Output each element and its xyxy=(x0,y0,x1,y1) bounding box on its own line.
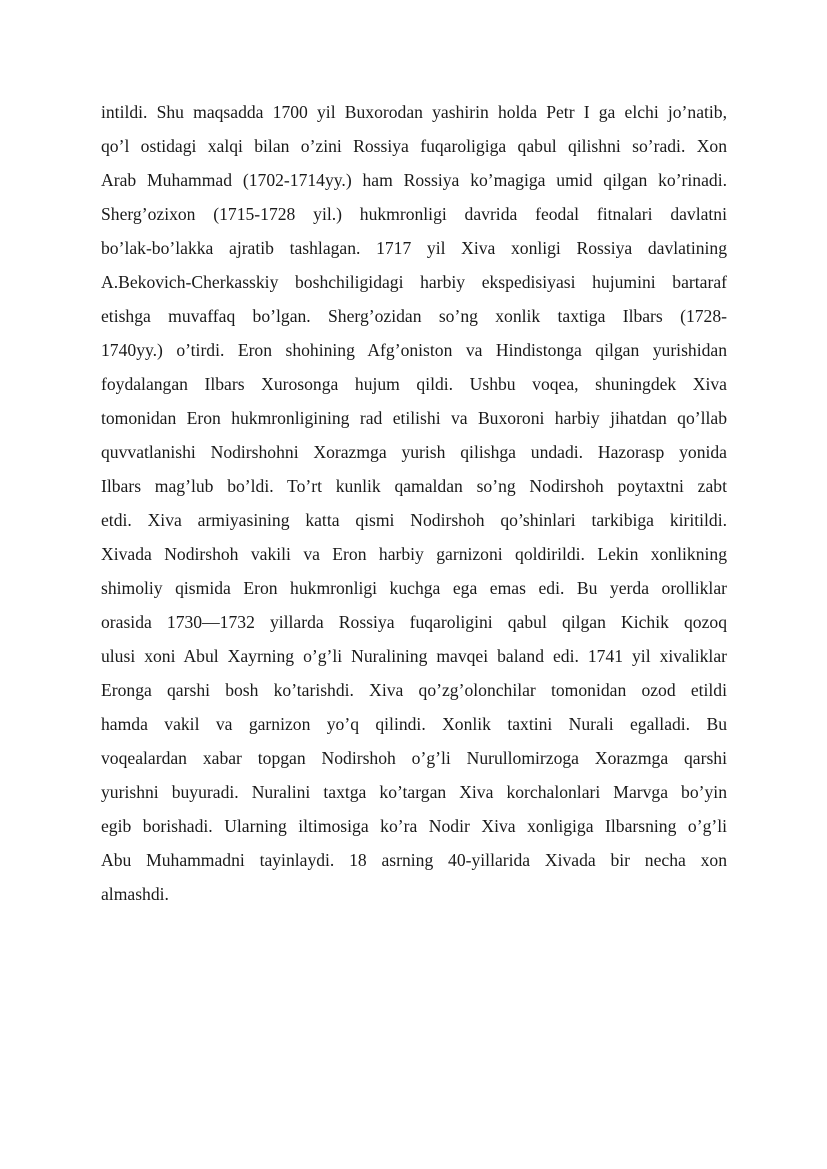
text-line: 1740yy.) o’tirdi. Eron shohining Afg’oniston va Hindistonga qilgan yurishidan xyxy=(101,340,727,360)
text-line: yurishni buyuradi. Nuralini taxtga ko’targan Xiva korchalonlari Marvga bo’yin xyxy=(101,782,727,802)
text-line: intildi. Shu maqsadda 1700 yil Buxorodan yashirin holda Petr I ga elchi jo’natib, xyxy=(101,102,727,122)
text-line: quvvatlanishi Nodirshohni Xorazmga yurish qilishga undadi. Hazorasp yonida xyxy=(101,442,727,462)
text-line: qo’l ostidagi xalqi bilan o’zini Rossiya fuqaroligiga qabul qilishni so’radi. Xon xyxy=(101,136,727,156)
text-line: Xivada Nodirshoh vakili va Eron harbiy garnizoni qoldirildi. Lekin xonlikning xyxy=(101,544,727,564)
text-line: Sherg’ozixon (1715-1728 yil.) hukmronligi davrida feodal fitnalari davlatni xyxy=(101,204,727,224)
text-line: etdi. Xiva armiyasining katta qismi Nodirshoh qo’shinlari tarkibiga kiritildi. xyxy=(101,510,727,530)
body-paragraph xyxy=(101,95,727,911)
text-line: A.Bekovich-Cherkasskiy boshchiligidagi harbiy ekspedisiyasi hujumini bartaraf xyxy=(101,272,727,292)
text-line: Abu Muhammadni tayinlaydi. 18 asrning 40-yillarida Xivada bir necha xon xyxy=(101,850,727,870)
text-line: almashdi. xyxy=(101,884,169,904)
text-line: Arab Muhammad (1702-1714yy.) ham Rossiya ko’magiga umid qilgan ko’rinadi. xyxy=(101,170,727,190)
text-line: ulusi xoni Abul Xayrning o’g’li Nuralining mavqei baland edi. 1741 yil xivaliklar xyxy=(101,646,727,666)
text-line: etishga muvaffaq bo’lgan. Sherg’ozidan so’ng xonlik taxtiga Ilbars (1728- xyxy=(101,306,727,326)
text-line: voqealardan xabar topgan Nodirshoh o’g’li Nurullomirzoga Xorazmga qarshi xyxy=(101,748,727,768)
text-line: foydalangan Ilbars Xurosonga hujum qildi. Ushbu voqea, shuningdek Xiva xyxy=(101,374,727,394)
text-line: hamda vakil va garnizon yo’q qilindi. Xonlik taxtini Nurali egalladi. Bu xyxy=(101,714,727,734)
text-line: tomonidan Eron hukmronligining rad etilishi va Buxoroni harbiy jihatdan qo’llab xyxy=(101,408,727,428)
text-line: bo’lak-bo’lakka ajratib tashlagan. 1717 yil Xiva xonligi Rossiya davlatining xyxy=(101,238,727,258)
text-line: orasida 1730—1732 yillarda Rossiya fuqaroligini qabul qilgan Kichik qozoq xyxy=(101,612,727,632)
text-line: egib borishadi. Ularning iltimosiga ko’ra Nodir Xiva xonligiga Ilbarsning o’g’li xyxy=(101,816,727,836)
text-line: Eronga qarshi bosh ko’tarishdi. Xiva qo’zg’olonchilar tomonidan ozod etildi xyxy=(101,680,727,700)
text-line: Ilbars mag’lub bo’ldi. To’rt kunlik qamaldan so’ng Nodirshoh poytaxtni zabt xyxy=(101,476,727,496)
text-line: shimoliy qismida Eron hukmronligi kuchga ega emas edi. Bu yerda orolliklar xyxy=(101,578,727,598)
